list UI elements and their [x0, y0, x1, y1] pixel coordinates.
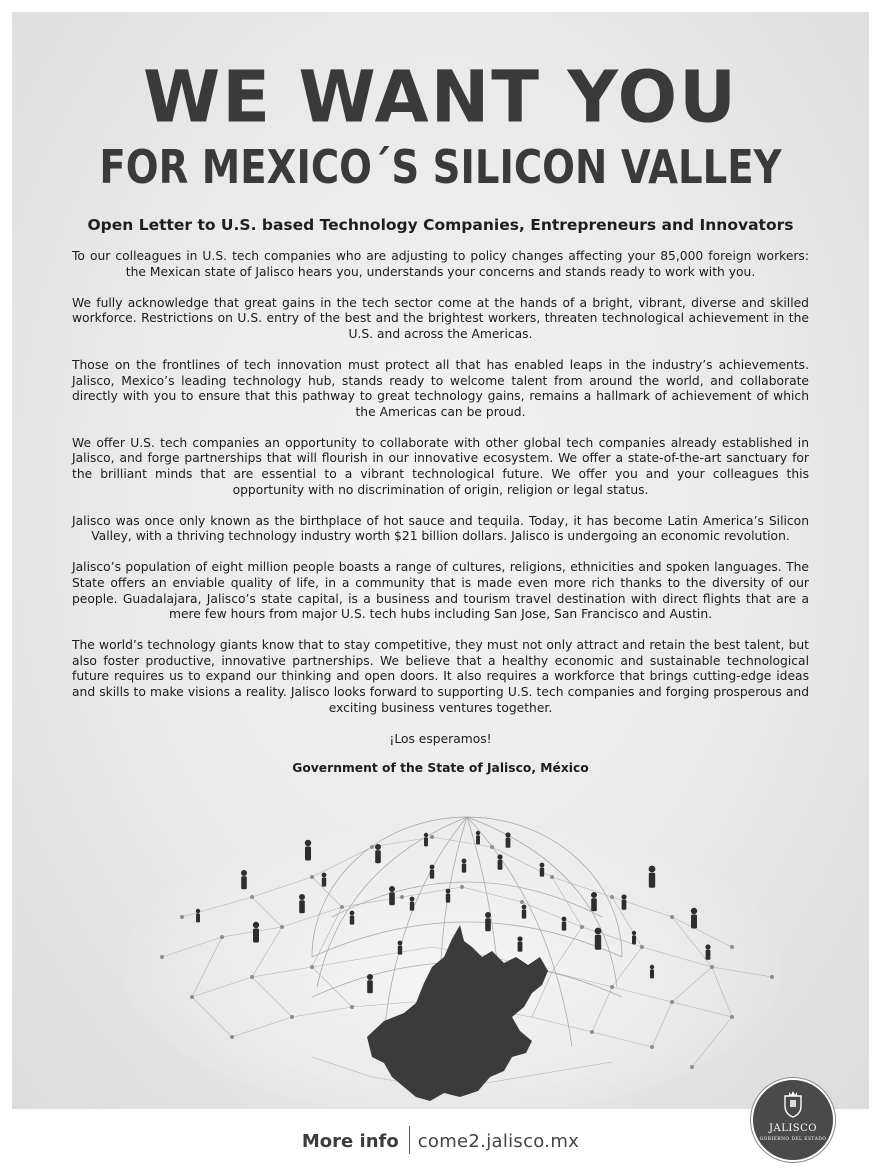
website-link[interactable]: come2.jalisco.mx	[417, 1131, 580, 1152]
seal-subtitle: GOBIERNO DEL ESTADO	[759, 1137, 827, 1142]
letter-panel	[12, 12, 869, 1109]
paragraph-3: Those on the frontlines of tech innovation must protect all that has enabled leaps in the industry’s achievements. Jalisco, Mexico’s leading technology hub, stands ready to welcome talent from around the world, and collaborate directly with you to ensure that this pathway to great technology gains, remains a hallmark of achievement of which the Americas can be proud.	[72, 357, 809, 419]
letter-body	[72, 249, 809, 792]
headline-secondary: FOR MEXICO´S SILICON VALLEY	[99, 140, 782, 194]
footer-info	[0, 1128, 881, 1156]
globe-network-illustration	[12, 807, 869, 1109]
letter-subtitle: Open Letter to U.S. based Technology Companies, Entrepreneurs and Innovators	[87, 216, 794, 234]
paragraph-1: To our colleagues in U.S. tech companies who are adjusting to policy changes affecting your 85,000 foreign workers: the Mexican state of Jalisco hears you, understands your concerns and stands ready to work with you.	[72, 249, 809, 279]
paragraph-2: We fully acknowledge that great gains in the tech sector come at the hands of a bright, vibrant, diverse and skilled workforce. Restrictions on U.S. entry of the best and the brightest workers, threaten technological achievement in the U.S. and across the Americas.	[72, 295, 809, 341]
paragraph-7: The world’s technology giants know that to stay competitive, they must not only attract and retain the best talent, but also foster productive, innovative partnerships. We believe that a healthy economic and sustainable technological future requires us to expand our thinking and open doors. It also requires a workforce that brings cutting-edge ideas and skills to make visions a reality. Jalisco looks forward to supporting U.S. tech companies and forging prosperous and exciting business ventures together.	[72, 638, 809, 715]
paragraph-6: Jalisco’s population of eight million people boasts a range of cultures, religions, ethnicities and spoken languages. The State offers an enviable quality of life, in a community that is made even more rich thanks to the diversity of our people. Guadalajara, Jalisco’s state capital, is a business and tourism travel destination with direct flights that are a mere few hours from major U.S. tech hubs including San Jose, San Francisco and Austin.	[72, 560, 809, 622]
coat-of-arms-icon	[782, 1090, 804, 1118]
paragraph-4: We offer U.S. tech companies an opportunity to collaborate with other global tech companies already established in Jalisco, and forge partnerships that will flourish in our innovative ecosystem. We offer a state-of-the-art sanctuary for the brilliant minds that are essential to a vibrant technological future. We offer you and your colleagues this opportunity with no discrimination of origin, religion or legal status.	[72, 435, 809, 497]
seal-name: JALISCO	[768, 1123, 818, 1134]
paragraph-5: Jalisco was once only known as the birthplace of hot sauce and tequila. Today, it has become Latin America’s Silicon Valley, with a thriving technology industry worth $21 billion dollars. Jalisco is undergoing an economic revolution.	[72, 513, 809, 544]
signature-line: Government of the State of Jalisco, México	[292, 760, 589, 775]
jalisco-seal-logo	[751, 1078, 835, 1162]
more-info-label: More info	[301, 1131, 399, 1152]
headline-main: WE WANT YOU	[143, 55, 738, 139]
footer-divider	[409, 1126, 410, 1154]
closing-line: ¡Los esperamos!	[389, 731, 492, 746]
